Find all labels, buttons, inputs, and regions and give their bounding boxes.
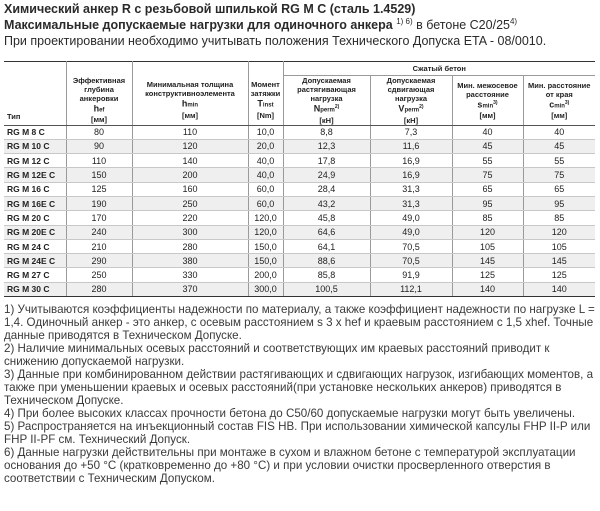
subtitle-tail: в бетоне С20/25 (416, 18, 510, 33)
col-symbol-sub: min (187, 102, 199, 109)
col-header-unit: [мм] (181, 110, 199, 120)
table-cell: 60,0 (248, 196, 283, 210)
table-cell: 300 (132, 225, 248, 239)
table-cell: 280 (132, 239, 248, 253)
group-header-blank (132, 62, 248, 76)
table-row (4, 196, 595, 210)
col-header-label: Эффективная глубина анкеровки (72, 75, 126, 103)
col-header-7 (523, 76, 595, 126)
table-cell: 220 (132, 211, 248, 225)
table-row (4, 268, 595, 282)
table-cell: 45 (452, 139, 523, 153)
col-symbol-ref: 2) (334, 104, 340, 110)
table-body (4, 125, 595, 297)
col-header-unit: [мм] (551, 111, 568, 120)
col-header-2 (132, 76, 248, 126)
table-cell: 200,0 (248, 268, 283, 282)
group-header-blank (66, 62, 132, 76)
table-cell: 49,0 (370, 211, 452, 225)
table-cell: 75 (523, 168, 595, 182)
col-header-label: Момент затяжки (250, 80, 281, 99)
col-header-5 (370, 76, 452, 126)
table-cell: 105 (523, 239, 595, 253)
subtitle-tail-ref: 4) (509, 17, 518, 26)
table-row (4, 239, 595, 253)
table-cell: 16,9 (370, 154, 452, 168)
table-cell: 11,6 (370, 139, 452, 153)
col-header-symbol (135, 98, 246, 111)
table-cell: 31,3 (370, 182, 452, 196)
table-cell: 70,5 (370, 239, 452, 253)
col-symbol-sub: perm (404, 107, 420, 114)
table-cell: 40,0 (248, 168, 283, 182)
col-header-label: Допускаемая сдвигающая нагрузка (386, 76, 436, 103)
page-title: Химический анкер R с резьбовой шпилькой RG M C (сталь 1.4529) (4, 2, 416, 16)
table-cell: 85,8 (283, 268, 370, 282)
col-header-6 (452, 76, 523, 126)
design-note: При проектировании необходимо учитывать положения Технического Допуска ETA - 08/0010. (4, 34, 547, 48)
table-cell: 280 (66, 282, 132, 296)
table-cell: 49,0 (370, 225, 452, 239)
table-cell: 16,9 (370, 168, 452, 182)
col-symbol-ref: 2) (419, 104, 424, 110)
cell-type: RG M 16E C (4, 196, 66, 210)
col-header-unit: [мм] (479, 111, 496, 120)
table-cell: 12,3 (283, 139, 370, 153)
table-row (4, 182, 595, 196)
table-cell: 20,0 (248, 139, 283, 153)
table-cell: 250 (66, 268, 132, 282)
footnote-5: 5) Распространяется на инъекционный состав FIS HB. При использовании химической капсулы FHP II-P или FHP II-PF см. Технический Допуск. (4, 420, 591, 446)
col-symbol-sub: min (554, 103, 565, 109)
table-cell: 120 (523, 225, 595, 239)
col-symbol: s (477, 99, 483, 109)
footnote-3: 3) Данные при комбинированном действии растягивающих и сдвигающих нагрузок, изгибающих моментов, а также при уменьшении краевых и осевых расстояний(при установке нескольких анкеров) приводятся в Техническом Допуске. (4, 368, 594, 407)
col-header-unit: [кН] (403, 115, 419, 125)
table-cell: 65 (523, 182, 595, 196)
table-row (4, 125, 595, 139)
table-cell: 24,9 (283, 168, 370, 182)
table-cell: 90 (66, 139, 132, 153)
table-cell: 85 (452, 211, 523, 225)
table-row (4, 168, 595, 182)
table-cell: 85 (523, 211, 595, 225)
col-header-3 (248, 76, 283, 126)
table-row (4, 254, 595, 268)
cell-type: RG M 24 C (4, 239, 66, 253)
table-cell: 140 (523, 282, 595, 296)
cell-type: RG M 12E C (4, 168, 66, 182)
col-symbol: T (257, 98, 263, 109)
loads-table (4, 61, 595, 297)
footnote-1: 1) Учитываются коэффициенты надежности по материалу, а также коэффициент надежности по нагрузке L = 1,4. Одиночный анкер - это анкер, с осевым расстоянием s 3 x hef и краевым расстоянием с 1,5 xhef. Точные данные приводятся в Техническом Допуске. (4, 303, 595, 342)
table-cell: 150 (66, 168, 132, 182)
table-cell: 170 (66, 211, 132, 225)
table-cell: 28,4 (283, 182, 370, 196)
table-row (4, 154, 595, 168)
table-cell: 31,3 (370, 196, 452, 210)
table-cell: 8,8 (283, 125, 370, 139)
table-cell: 17,8 (283, 154, 370, 168)
subtitle (4, 17, 517, 32)
col-header-label: Мин. расстояние от края (528, 80, 591, 99)
table-cell: 145 (523, 254, 595, 268)
col-symbol-ref: 3) (564, 99, 570, 106)
table-group-header-row (4, 62, 595, 76)
footnote-2: 2) Наличие минимальных осевых расстояний и соответствующих им краевых расстояний приводит к снижению допускаемой нагрузки. (4, 342, 550, 368)
table-cell: 120 (452, 225, 523, 239)
col-header-unit: [Nm] (256, 110, 275, 120)
table-cell: 125 (66, 182, 132, 196)
table-cell: 145 (452, 254, 523, 268)
table-cell: 120,0 (248, 211, 283, 225)
table-cell: 7,3 (370, 125, 452, 139)
table-cell: 65 (452, 182, 523, 196)
col-symbol: V (398, 103, 405, 114)
col-header-unit: [мм] (90, 115, 108, 125)
table-cell: 95 (523, 196, 595, 210)
table-cell: 200 (132, 168, 248, 182)
col-header-unit: [кН] (319, 115, 334, 125)
table-cell: 140 (132, 154, 248, 168)
col-symbol: h (93, 103, 100, 114)
table-cell: 140 (452, 282, 523, 296)
table-cell: 160 (132, 182, 248, 196)
col-symbol: h (181, 98, 188, 109)
table-cell: 40 (523, 125, 595, 139)
table-cell: 150,0 (248, 254, 283, 268)
col-header-symbol (286, 103, 368, 116)
footnote-6: 6) Данные нагрузки действительны при монтаже в сухом и влажном бетоне с температурой эксплуатации основания до +50 °C (кратковременно до +80 °C) и при условии очистки просверленного отверстия в соответствии с Техническим Допуском. (4, 446, 576, 485)
table-row (4, 211, 595, 225)
table-cell: 125 (452, 268, 523, 282)
table-cell: 43,2 (283, 196, 370, 210)
col-header-symbol (373, 103, 450, 116)
table-cell: 55 (452, 154, 523, 168)
table-cell: 380 (132, 254, 248, 268)
table-row (4, 225, 595, 239)
col-header-symbol (455, 99, 521, 112)
table-cell: 45 (523, 139, 595, 153)
col-symbol-sub: inst (262, 102, 274, 109)
cell-type: RG M 16 C (4, 182, 66, 196)
table-cell: 190 (66, 196, 132, 210)
table-cell: 10,0 (248, 125, 283, 139)
table-cell: 91,9 (370, 268, 452, 282)
table-cell: 300,0 (248, 282, 283, 296)
table-cell: 125 (523, 268, 595, 282)
table-cell: 240 (66, 225, 132, 239)
footnotes (4, 303, 598, 485)
group-header-compressed-concrete: Сжатый бетон (283, 62, 595, 76)
footnote-4: 4) При более высоких классах прочности бетона до С50/60 допускаемые нагрузки могут быть увеличены. (4, 407, 576, 420)
col-header-label: Мин. межосевое расстояние (457, 80, 518, 99)
col-header-4 (283, 76, 370, 126)
table-cell: 95 (452, 196, 523, 210)
cell-type: RG M 12 C (4, 154, 66, 168)
col-header-1 (66, 76, 132, 126)
cell-type: RG M 20 C (4, 211, 66, 225)
table-cell: 150,0 (248, 239, 283, 253)
cell-type: RG M 8 C (4, 125, 66, 139)
table-row (4, 139, 595, 153)
col-header-label: Допускаемая растягивающая нагрузка (297, 76, 356, 103)
table-cell: 40,0 (248, 154, 283, 168)
col-header-symbol (69, 103, 130, 116)
table-cell: 88,6 (283, 254, 370, 268)
col-symbol-sub: perm (320, 107, 335, 114)
col-header-label: Минимальная толщина конструктивноэлемента (145, 80, 235, 99)
cell-type: RG M 10 C (4, 139, 66, 153)
col-symbol-sub: min (482, 103, 494, 109)
table-column-header-row (4, 76, 595, 126)
cell-type: RG M 27 C (4, 268, 66, 282)
subtitle-main: Максимальные допускаемые нагрузки для одиночного анкера (4, 18, 393, 33)
cell-type: RG M 24E C (4, 254, 66, 268)
col-symbol: c (549, 99, 555, 109)
table-cell: 64,6 (283, 225, 370, 239)
table-cell: 290 (66, 254, 132, 268)
table-cell: 370 (132, 282, 248, 296)
table-cell: 100,5 (283, 282, 370, 296)
table-cell: 110 (66, 154, 132, 168)
col-symbol: N (313, 103, 321, 114)
table-cell: 330 (132, 268, 248, 282)
table-cell: 120 (132, 139, 248, 153)
table-cell: 120,0 (248, 225, 283, 239)
table-cell: 105 (452, 239, 523, 253)
cell-type: RG M 20E C (4, 225, 66, 239)
col-symbol-ref: 3) (493, 99, 498, 106)
group-header-blank (248, 62, 283, 76)
table-cell: 75 (452, 168, 523, 182)
table-cell: 55 (523, 154, 595, 168)
table-cell: 45,8 (283, 211, 370, 225)
table-cell: 80 (66, 125, 132, 139)
table-cell: 60,0 (248, 182, 283, 196)
col-symbol-sub: ef (99, 107, 105, 114)
col-header-type: Тип (4, 62, 66, 126)
subtitle-refs: 1) 6) (396, 17, 413, 26)
cell-type: RG M 30 C (4, 282, 66, 296)
table-cell: 112,1 (370, 282, 452, 296)
table-cell: 250 (132, 196, 248, 210)
table-row (4, 282, 595, 296)
col-header-symbol (526, 99, 594, 112)
col-header-symbol (251, 98, 281, 111)
table-cell: 64,1 (283, 239, 370, 253)
table-cell: 210 (66, 239, 132, 253)
table-cell: 70,5 (370, 254, 452, 268)
table-cell: 110 (132, 125, 248, 139)
table-cell: 40 (452, 125, 523, 139)
